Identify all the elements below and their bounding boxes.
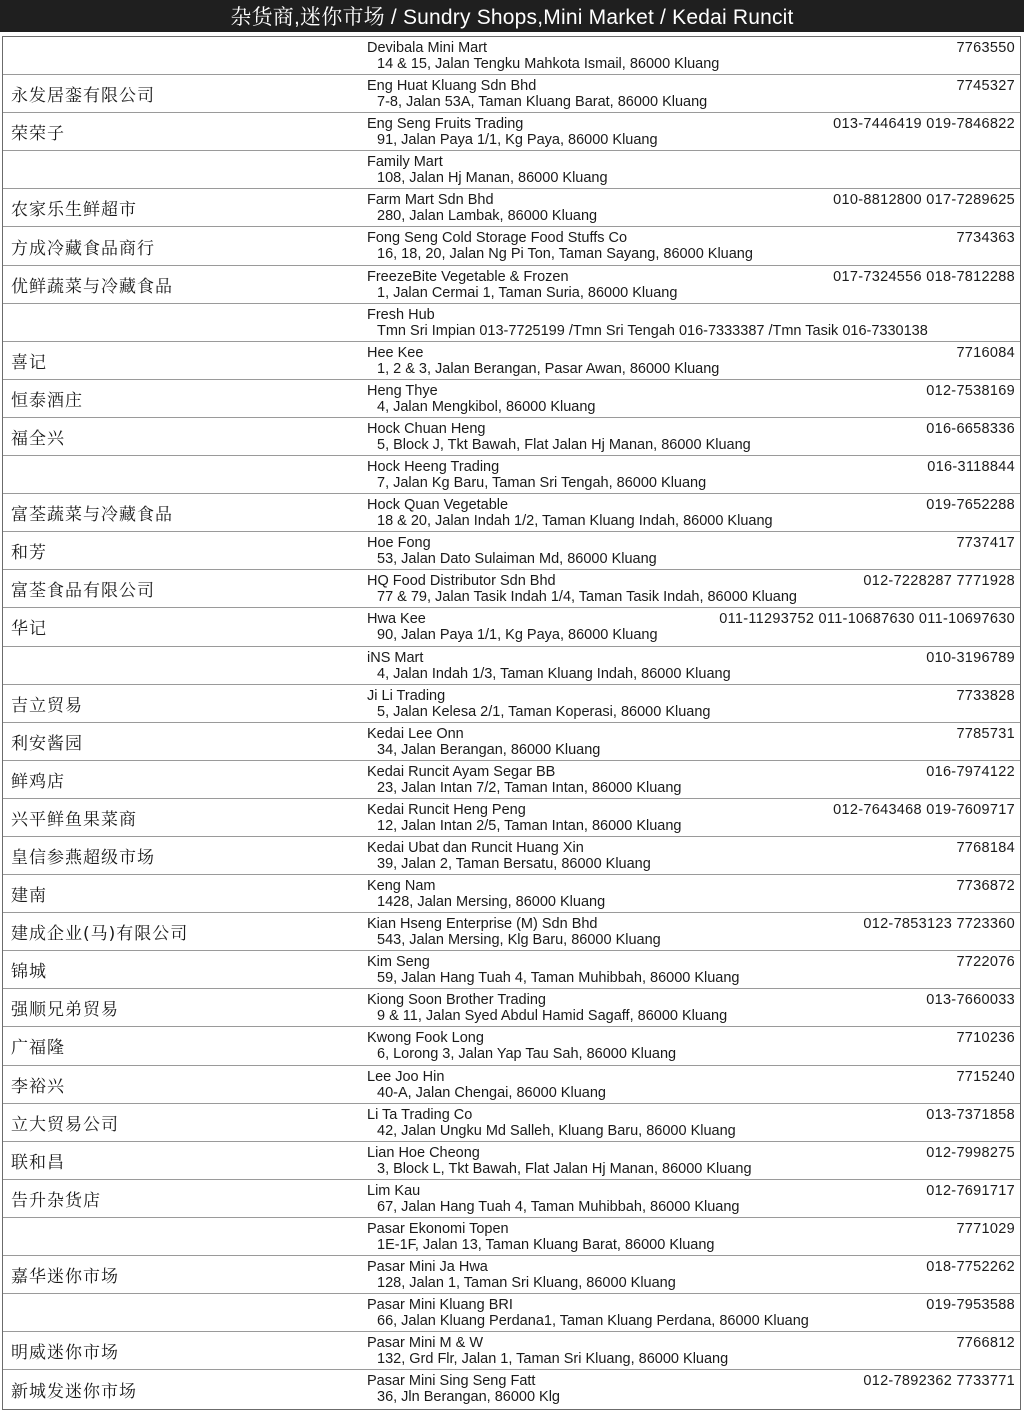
phone-numbers: 7710236 — [956, 1030, 1015, 1047]
directory-row — [3, 1218, 1020, 1256]
phone-numbers: 7763550 — [956, 40, 1015, 56]
business-address: 34, Jalan Berangan, 86000 Kluang — [377, 741, 601, 758]
directory-listing — [2, 36, 1021, 1410]
phone-numbers: 013-7446419 019-7846822 — [833, 116, 1015, 133]
business-name: Pasar Mini M & W — [367, 1335, 484, 1352]
directory-row — [3, 227, 1020, 265]
chinese-name: 吉立贸易 — [11, 695, 83, 716]
chinese-name: 华记 — [11, 619, 47, 640]
directory-row — [3, 75, 1020, 113]
business-name: iNS Mart — [367, 649, 424, 666]
business-name: HQ Food Distributor Sdn Bhd — [367, 573, 556, 590]
phone-numbers: 7737417 — [956, 535, 1015, 552]
phone-numbers: 019-7953588 — [926, 1297, 1015, 1314]
chinese-name: 富荃食品有限公司 — [11, 581, 155, 602]
business-address: 14 & 15, Jalan Tengku Mahkota Ismail, 86000 Kluang — [377, 56, 720, 72]
chinese-name: 福全兴 — [11, 428, 65, 449]
business-name: Kim Seng — [367, 954, 430, 971]
phone-numbers: 7785731 — [956, 725, 1015, 742]
directory-row — [3, 494, 1020, 532]
business-address: 4, Jalan Mengkibol, 86000 Kluang — [377, 398, 596, 415]
directory-row — [3, 875, 1020, 913]
chinese-name: 喜记 — [11, 352, 47, 373]
business-name: Ji Li Trading — [367, 687, 446, 704]
business-address: 5, Block J, Tkt Bawah, Flat Jalan Hj Manan, 86000 Kluang — [377, 436, 751, 453]
chinese-name: 立大贸易公司 — [11, 1114, 119, 1135]
chinese-name: 新城发迷你市场 — [11, 1381, 137, 1402]
business-name: Pasar Mini Kluang BRI — [367, 1297, 513, 1314]
business-address: 1428, Jalan Mersing, 86000 Kluang — [377, 894, 606, 911]
phone-numbers: 7771029 — [956, 1220, 1015, 1237]
business-name: Kwong Fook Long — [367, 1030, 484, 1047]
business-address: Tmn Sri Impian 013-7725199 /Tmn Sri Tengah 016-7333387 /Tmn Tasik 016-7330138 — [377, 322, 928, 339]
phone-numbers: 016-3118844 — [927, 459, 1015, 476]
directory-row — [3, 1294, 1020, 1332]
business-address: 77 & 79, Jalan Tasik Indah 1/4, Taman Tasik Indah, 86000 Kluang — [377, 589, 797, 606]
directory-row — [3, 532, 1020, 570]
business-address: 53, Jalan Dato Sulaiman Md, 86000 Kluang — [377, 551, 657, 568]
phone-numbers: 011-11293752 011-10687630 011-10697630 — [719, 611, 1015, 628]
business-name: Kedai Lee Onn — [367, 725, 464, 742]
phone-numbers: 012-7853123 7723360 — [863, 916, 1015, 933]
directory-row — [3, 418, 1020, 456]
business-name: Devibala Mini Mart — [367, 40, 488, 56]
page-title: 杂货商,迷你市场 / Sundry Shops,Mini Market / Kedai Runcit — [230, 6, 794, 29]
directory-row — [3, 1142, 1020, 1180]
directory-row — [3, 1256, 1020, 1294]
directory-row — [3, 380, 1020, 418]
directory-row — [3, 456, 1020, 494]
business-name: Kian Hseng Enterprise (M) Sdn Bhd — [367, 916, 598, 933]
business-name: Hee Kee — [367, 344, 424, 361]
business-address: 128, Jalan 1, Taman Sri Kluang, 86000 Kluang — [377, 1275, 676, 1291]
chinese-name: 广福隆 — [11, 1038, 65, 1059]
chinese-name: 告升杂货店 — [11, 1190, 101, 1211]
business-name: Family Mart — [367, 154, 443, 171]
business-address: 23, Jalan Intan 7/2, Taman Intan, 86000 Kluang — [377, 779, 682, 796]
directory-row — [3, 685, 1020, 723]
phone-numbers: 7736872 — [956, 878, 1015, 895]
phone-numbers: 7768184 — [956, 839, 1015, 856]
directory-row — [3, 266, 1020, 304]
business-address: 67, Jalan Hang Tuah 4, Taman Muhibbah, 86000 Kluang — [377, 1198, 740, 1215]
chinese-name: 富荃蔬菜与冷藏食品 — [11, 505, 173, 526]
directory-row — [3, 37, 1020, 75]
phone-numbers: 7715240 — [956, 1068, 1015, 1085]
chinese-name: 嘉华迷你市场 — [11, 1267, 119, 1288]
chinese-name: 明威迷你市场 — [11, 1343, 119, 1364]
phone-numbers: 013-7660033 — [926, 992, 1015, 1009]
business-name: Fong Seng Cold Storage Food Stuffs Co — [367, 230, 628, 247]
business-name: Keng Nam — [367, 878, 436, 895]
business-address: 1, 2 & 3, Jalan Berangan, Pasar Awan, 86000 Kluang — [377, 360, 720, 377]
chinese-name: 锦城 — [11, 962, 47, 983]
business-name: Hock Quan Vegetable — [367, 497, 509, 514]
business-address: 3, Block L, Tkt Bawah, Flat Jalan Hj Manan, 86000 Kluang — [377, 1160, 752, 1177]
directory-row — [3, 1066, 1020, 1104]
directory-row — [3, 989, 1020, 1027]
business-name: Lian Hoe Cheong — [367, 1144, 480, 1161]
directory-row — [3, 799, 1020, 837]
business-address: 132, Grd Flr, Jalan 1, Taman Sri Kluang, 86000 Kluang — [377, 1351, 729, 1368]
phone-numbers: 013-7371858 — [926, 1106, 1015, 1123]
directory-row — [3, 761, 1020, 799]
phone-numbers: 7733828 — [956, 687, 1015, 704]
business-name: Eng Huat Kluang Sdn Bhd — [367, 78, 537, 95]
business-address: 90, Jalan Paya 1/1, Kg Paya, 86000 Kluang — [377, 627, 658, 644]
chinese-name: 荣荣子 — [11, 124, 65, 145]
business-name: Hock Chuan Heng — [367, 420, 486, 437]
business-name: Kedai Ubat dan Runcit Huang Xin — [367, 839, 584, 856]
directory-row — [3, 913, 1020, 951]
business-address: 108, Jalan Hj Manan, 86000 Kluang — [377, 170, 608, 187]
business-name: Pasar Mini Ja Hwa — [367, 1259, 488, 1275]
phone-numbers: 010-3196789 — [926, 649, 1015, 666]
chinese-name: 方成冷藏食品商行 — [11, 238, 155, 259]
business-name: Heng Thye — [367, 382, 438, 399]
business-address: 16, 18, 20, Jalan Ng Pi Ton, Taman Sayang, 86000 Kluang — [377, 246, 753, 263]
business-address: 5, Jalan Kelesa 2/1, Taman Koperasi, 86000 Kluang — [377, 703, 711, 720]
directory-row — [3, 1332, 1020, 1370]
business-address: 39, Jalan 2, Taman Bersatu, 86000 Kluang — [377, 855, 651, 872]
business-address: 12, Jalan Intan 2/5, Taman Intan, 86000 Kluang — [377, 817, 682, 834]
chinese-name: 永发居銮有限公司 — [11, 86, 155, 107]
chinese-name: 李裕兴 — [11, 1076, 65, 1097]
business-address: 36, Jln Berangan, 86000 Klg — [377, 1389, 560, 1406]
directory-row — [3, 113, 1020, 151]
directory-row — [3, 1370, 1020, 1408]
phone-numbers: 012-7228287 7771928 — [863, 573, 1015, 590]
business-address: 91, Jalan Paya 1/1, Kg Paya, 86000 Kluang — [377, 132, 658, 149]
business-name: Hock Heeng Trading — [367, 459, 500, 476]
business-address: 66, Jalan Kluang Perdana1, Taman Kluang Perdana, 86000 Kluang — [377, 1313, 809, 1330]
directory-row — [3, 723, 1020, 761]
page-header — [0, 0, 1024, 32]
business-name: Lim Kau — [367, 1182, 421, 1199]
directory-row — [3, 304, 1020, 342]
directory-row — [3, 608, 1020, 646]
business-name: Lee Joo Hin — [367, 1068, 445, 1085]
business-name: Eng Seng Fruits Trading — [367, 116, 524, 133]
directory-row — [3, 1180, 1020, 1218]
business-name: FreezeBite Vegetable & Frozen — [367, 268, 569, 285]
phone-numbers: 016-7974122 — [926, 763, 1015, 780]
chinese-name: 恒泰酒庄 — [11, 390, 83, 411]
business-name: Fresh Hub — [367, 306, 435, 323]
business-address: 9 & 11, Jalan Syed Abdul Hamid Sagaff, 86000 Kluang — [377, 1008, 728, 1025]
business-address: 42, Jalan Ungku Md Salleh, Kluang Baru, 86000 Kluang — [377, 1122, 736, 1139]
business-name: Farm Mart Sdn Bhd — [367, 192, 494, 209]
phone-numbers: 017-7324556 018-7812288 — [833, 268, 1015, 285]
directory-row — [3, 951, 1020, 989]
business-name: Hoe Fong — [367, 535, 431, 552]
business-address: 1, Jalan Cermai 1, Taman Suria, 86000 Kluang — [377, 284, 678, 301]
chinese-name: 强顺兄弟贸易 — [11, 1000, 119, 1021]
business-address: 18 & 20, Jalan Indah 1/2, Taman Kluang Indah, 86000 Kluang — [377, 513, 773, 530]
business-name: Kiong Soon Brother Trading — [367, 992, 546, 1009]
business-address: 4, Jalan Indah 1/3, Taman Kluang Indah, 86000 Kluang — [377, 665, 731, 682]
business-name: Hwa Kee — [367, 611, 426, 628]
directory-row — [3, 189, 1020, 227]
phone-numbers: 7745327 — [956, 78, 1015, 95]
business-address: 543, Jalan Mersing, Klg Baru, 86000 Kluang — [377, 932, 661, 949]
phone-numbers: 012-7892362 7733771 — [863, 1373, 1015, 1390]
phone-numbers: 7734363 — [956, 230, 1015, 247]
business-address: 7, Jalan Kg Baru, Taman Sri Tengah, 86000 Kluang — [377, 475, 707, 492]
chinese-name: 优鲜蔬菜与冷藏食品 — [11, 276, 173, 297]
business-name: Pasar Mini Sing Seng Fatt — [367, 1373, 536, 1390]
phone-numbers: 7716084 — [956, 344, 1015, 361]
directory-row — [3, 1027, 1020, 1065]
chinese-name: 联和昌 — [11, 1152, 65, 1173]
directory-row — [3, 1104, 1020, 1142]
chinese-name: 利安酱园 — [11, 733, 83, 754]
phone-numbers: 010-8812800 017-7289625 — [833, 192, 1015, 209]
directory-row — [3, 837, 1020, 875]
business-name: Kedai Runcit Heng Peng — [367, 801, 526, 818]
chinese-name: 兴平鲜鱼果菜商 — [11, 809, 137, 830]
directory-row — [3, 647, 1020, 685]
chinese-name: 农家乐生鲜超市 — [11, 200, 137, 221]
phone-numbers: 019-7652288 — [926, 497, 1015, 514]
chinese-name: 和芳 — [11, 543, 47, 564]
chinese-name: 鲜鸡店 — [11, 771, 65, 792]
phone-numbers: 012-7538169 — [926, 382, 1015, 399]
phone-numbers: 7722076 — [956, 954, 1015, 971]
business-name: Li Ta Trading Co — [367, 1106, 473, 1123]
phone-numbers: 012-7998275 — [926, 1144, 1015, 1161]
business-address: 280, Jalan Lambak, 86000 Kluang — [377, 208, 598, 225]
phone-numbers: 7766812 — [956, 1335, 1015, 1352]
directory-row — [3, 151, 1020, 189]
business-name: Pasar Ekonomi Topen — [367, 1220, 509, 1237]
chinese-name: 皇信参燕超级市场 — [11, 848, 155, 869]
phone-numbers: 016-6658336 — [926, 420, 1015, 437]
business-address: 40-A, Jalan Chengai, 86000 Kluang — [377, 1084, 606, 1101]
business-address: 6, Lorong 3, Jalan Yap Tau Sah, 86000 Kluang — [377, 1046, 677, 1063]
business-name: Kedai Runcit Ayam Segar BB — [367, 763, 556, 780]
directory-row — [3, 342, 1020, 380]
business-address: 7-8, Jalan 53A, Taman Kluang Barat, 86000 Kluang — [377, 94, 708, 111]
business-address: 1E-1F, Jalan 13, Taman Kluang Barat, 86000 Kluang — [377, 1236, 715, 1253]
phone-numbers: 012-7691717 — [926, 1182, 1015, 1199]
phone-numbers: 018-7752262 — [926, 1259, 1015, 1275]
chinese-name: 建成企业(马)有限公司 — [11, 924, 189, 945]
chinese-name: 建南 — [11, 886, 47, 907]
phone-numbers: 012-7643468 019-7609717 — [833, 801, 1015, 818]
business-address: 59, Jalan Hang Tuah 4, Taman Muhibbah, 86000 Kluang — [377, 970, 740, 987]
directory-row — [3, 570, 1020, 608]
